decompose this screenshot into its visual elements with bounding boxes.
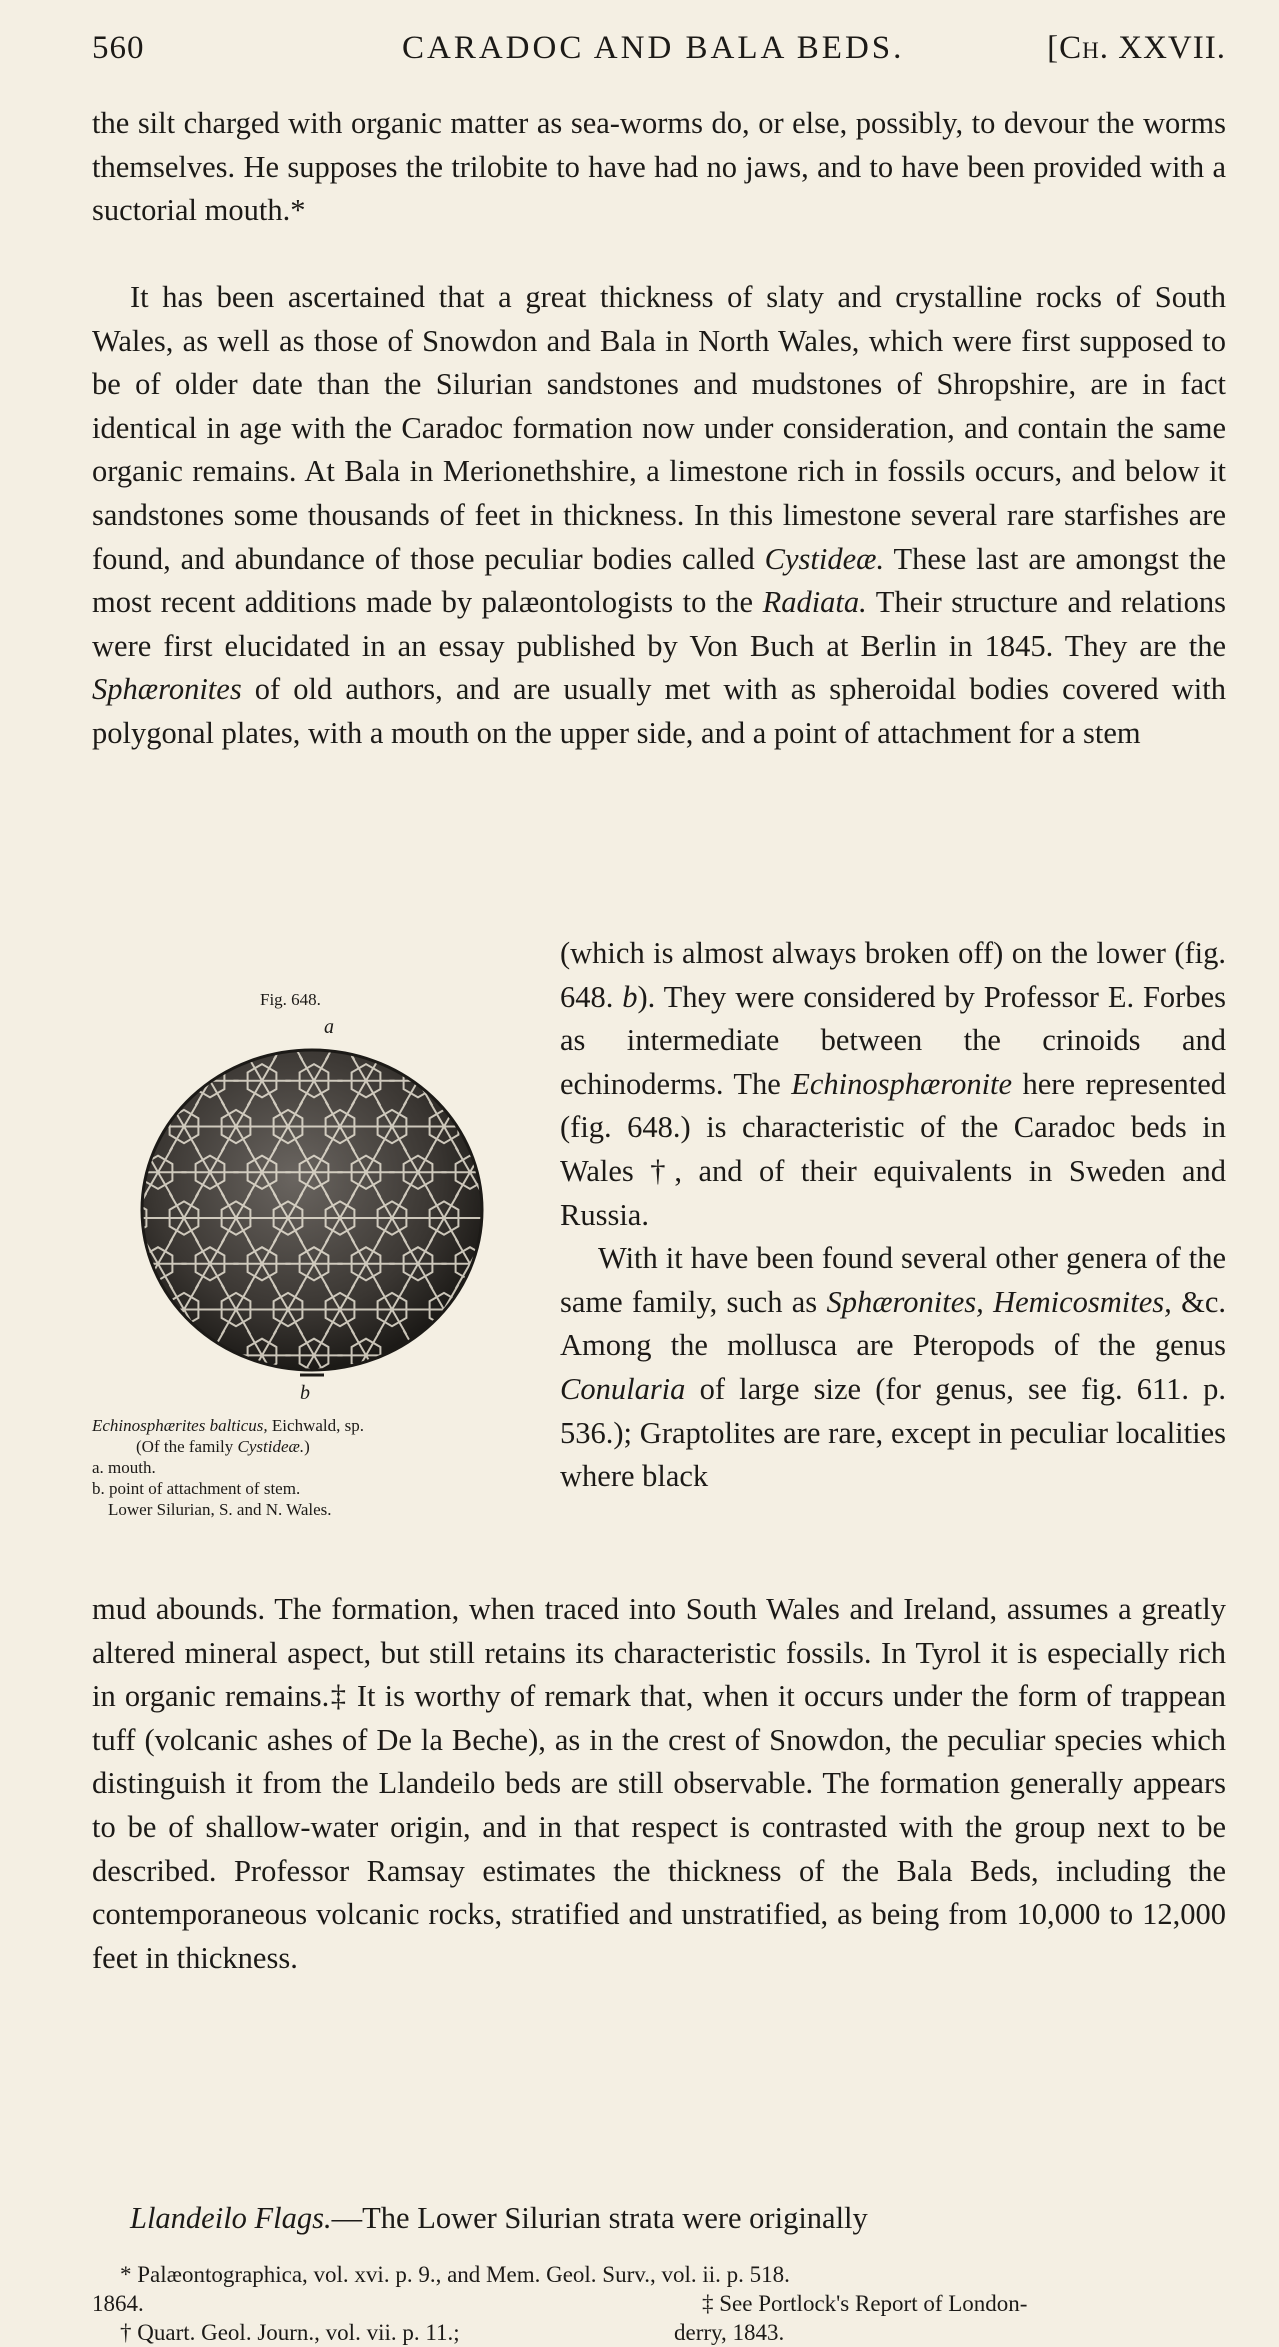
caption-text: (Of the family	[136, 1437, 238, 1456]
paragraph-text: With it have been found several other genera of the same family, such as	[560, 1241, 1226, 1319]
caption-species-line	[92, 1415, 522, 1436]
figure-caption	[92, 1415, 522, 1520]
paragraph-text: of large size (for genus, see fig. 611. p. 536.); Graptolites are rare, except in peculiar localities where black	[560, 1371, 1226, 1494]
caption-b: b. point of attachment of stem.	[92, 1479, 301, 1498]
italic-term: Radiata.	[762, 585, 867, 620]
footnote-double-dagger: ‡ See Portlock's Report of London-	[702, 2291, 1028, 2316]
caption-locality: Lower Silurian, S. and N. Wales.	[108, 1500, 332, 1519]
italic-term: b	[622, 979, 638, 1014]
paragraph-continued: the silt charged with organic matter as sea-worms do, or else, possibly, to devour the worms themselves. He supposes the trilobite to have had no jaws, and to have been provided with a suctorial mouth.*	[92, 106, 1226, 228]
figure-648	[92, 990, 532, 1620]
figure-mark-b: b	[300, 1382, 310, 1404]
footnote-dagger: † Quart. Geol. Journ., vol. vii. p. 11.;	[120, 2320, 460, 2345]
running-title: CARADOC AND BALA BEDS.	[402, 30, 905, 66]
figure-mark-a: a	[324, 1016, 334, 1038]
paragraph-text: here represented (fig. 648.) is characteristic of the Caradoc beds in Wales †, and of their equivalents in Sweden and Russia.	[560, 1066, 1226, 1232]
footnotes-right-column	[674, 2260, 1226, 2347]
echinosphaerite-fossil-illustration	[132, 1035, 492, 1380]
paragraph-text: of old authors, and are usually met with as spheroidal bodies covered with polygonal plates, with a mouth on the upper side, and a point of attachment for a stem	[92, 672, 1226, 750]
italic-term: Sphæronites, Hemicosmites,	[826, 1284, 1172, 1319]
paragraph-text: —The Lower Silurian strata were originally	[331, 2201, 868, 2235]
paragraph-text: It has been ascertained that a great thickness of slaty and crystalline rocks of South Wales, as well as those of Snowdon and Bala in North Wales, which were first supposed to be of older date than the Silurian sandstones and mudstones of Shropshire, are in fact identical in age with the Caradoc formation now under consideration, and contain the same organic remains. At Bala in Merionethshire, a limestone rich in fossils occurs, and below it sandstones some thousands of feet in thickness. In this limestone several rare starfishes are found, and abundance of those peculiar bodies called	[92, 280, 1226, 576]
footnote-star: * Palæontographica, vol. xvi. p. 9., and Mem. Geol. Surv., vol. ii. p. 518.	[120, 2262, 790, 2287]
paragraph-text: &c. Among the mollusca are Pteropods of the genus	[560, 1284, 1226, 1363]
paragraph-llandeilo	[92, 2197, 1226, 2241]
caption-family: Cystideæ.	[237, 1437, 305, 1456]
footnote-double-dagger-cont: derry, 1843.	[674, 2320, 785, 2345]
paragraph-text: (which is almost always broken off) on the lower (fig. 648.	[560, 936, 1226, 1014]
book-page	[92, 0, 1226, 2345]
chapter-reference: [Ch. XXVII.	[1047, 30, 1226, 66]
caption-text: )	[304, 1437, 310, 1456]
running-header	[92, 30, 1226, 80]
italic-term: Echinosphæronite	[791, 1066, 1013, 1101]
paragraph-indented	[560, 1237, 1226, 1499]
caption-species: Echinosphærites balticus,	[92, 1416, 268, 1435]
caption-author: Eichwald, sp.	[267, 1416, 364, 1435]
italic-term: Conularia	[560, 1371, 686, 1406]
paragraph-cystideae	[92, 276, 1226, 756]
footnote-star-cont: 1864.	[92, 2291, 144, 2316]
paragraph-formation: mud abounds. The formation, when traced into South Wales and Ireland, assumes a greatly altered mineral aspect, but still retains its characteristic fossils. In Tyrol it is especially rich in organic remains.‡ It is worthy of remark that, when it occurs under the form of trappean tuff (volcanic ashes of De la Beche), as in the crest of Snowdon, the peculiar species which distinguish it from the Llandeilo beds are still observable. The formation generally appears to be of shallow-water origin, and in that respect is contrasted with the group next to be described. Professor Ramsay estimates the thickness of the Bala Beds, including the contemporaneous volcanic rocks, stratified and unstratified, as being from 10,000 to 12,000 feet in thickness.	[92, 1592, 1226, 1975]
italic-term: Sphæronites	[92, 672, 242, 707]
caption-a: a. mouth.	[92, 1458, 156, 1477]
paragraph-text: ). They were considered by Professor E. Forbes as intermediate between the crinoids and echinoderms. The	[560, 979, 1226, 1101]
figure-label: Fig. 648.	[260, 990, 321, 1009]
section-heading: Llandeilo Flags.	[130, 2201, 332, 2235]
paragraph-text: These last are amongst the most recent additions made by palæontologists to the	[92, 541, 1226, 620]
paragraph-wrap-column	[560, 932, 1226, 1499]
italic-term: Cystideæ.	[764, 541, 885, 576]
paragraph-text: Their structure and relations were first elucidated in an essay published by Von Buch at Berlin in 1845. They are the	[92, 585, 1226, 663]
page-number: 560	[92, 30, 145, 66]
caption-family-line	[92, 1436, 522, 1457]
